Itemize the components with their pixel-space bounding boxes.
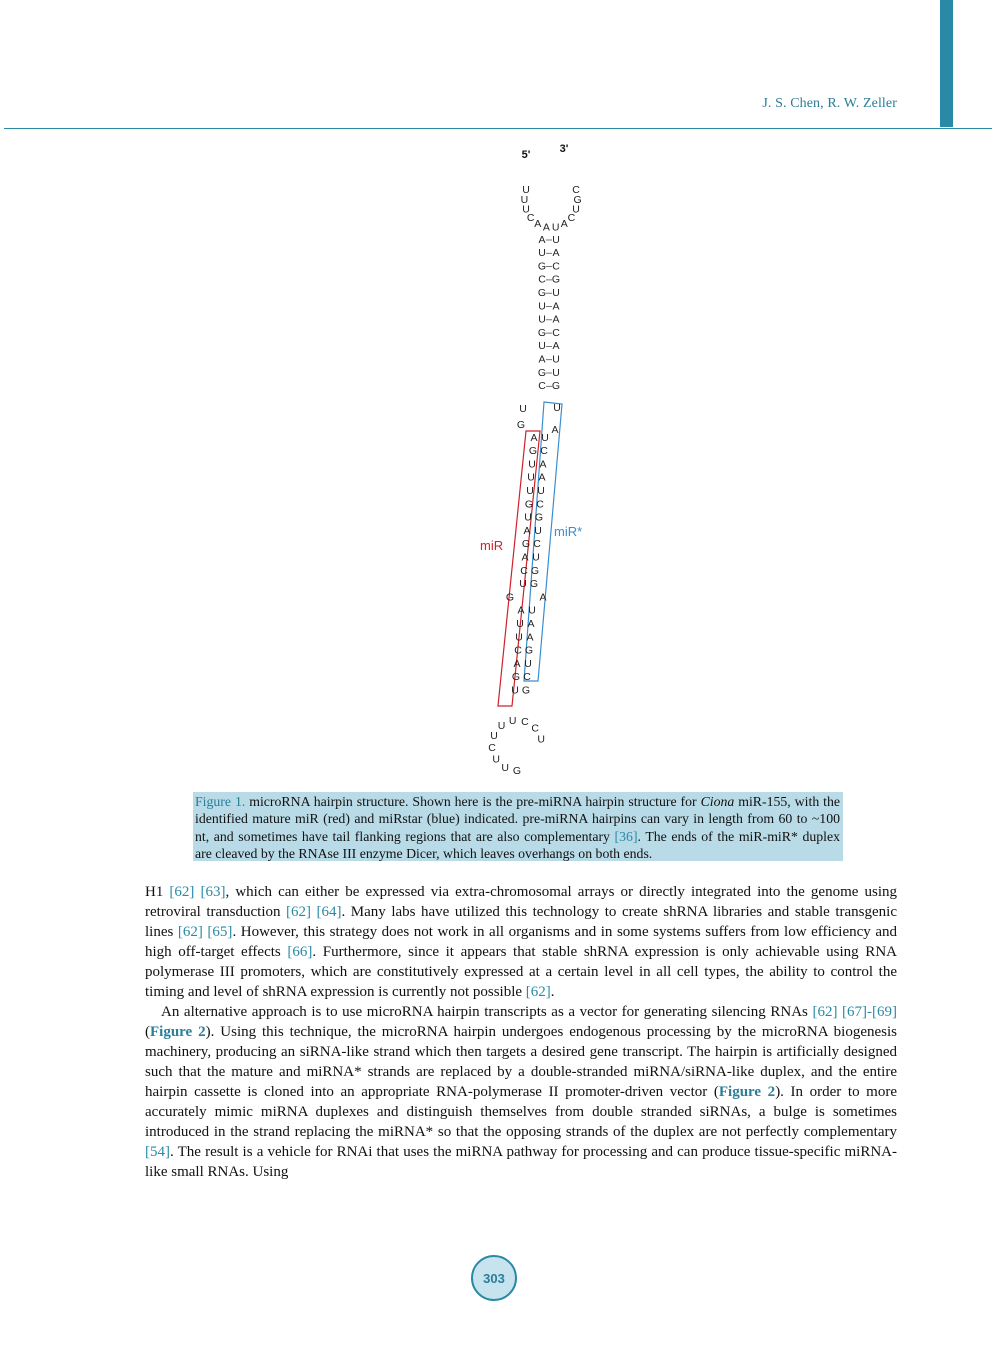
nucleotide-31: U	[552, 353, 560, 366]
text-run: , which can either be expressed via extra-chromosomal arrays or directly integrated into the genome using retroviral transduction	[145, 884, 897, 920]
nucleotide-82: C	[521, 716, 529, 729]
hairpin-diagram	[460, 138, 610, 783]
nucleotide-70: U	[515, 631, 523, 644]
text-run: .	[550, 984, 555, 1000]
nucleotide-68: U	[516, 617, 524, 630]
nucleotide-8: C	[567, 211, 576, 224]
nucleotide-34: C	[538, 380, 546, 393]
text-run: ). Using this technique, the microRNA hairpin undergoes endogenous processing by the microRNA biogenesis machinery, producing an siRNA-like strand which then targets a desired gene transcript. The hairpin is artificially designed such that the mature and miRNA* strands are replaced by a double-stranded miRNA/siRNA-like duplex, and the entire hairpin cassette is cloned into an appropriate RNA-polymerase II promoter-driven vector (	[145, 1024, 897, 1100]
nucleotide-28: U	[538, 340, 546, 353]
text-run: (	[145, 1024, 150, 1040]
nucleotide-89: G	[512, 764, 522, 777]
nucleotide-27: C	[552, 326, 560, 339]
nucleotide-18: C	[538, 273, 546, 286]
citation-link[interactable]: [54]	[145, 1144, 170, 1160]
figure-1-hairpin	[460, 138, 610, 783]
nucleotide-25: A	[552, 313, 560, 326]
citation-link[interactable]: [62] [64]	[286, 904, 342, 920]
nucleotide-56: G	[521, 538, 531, 551]
citation-link[interactable]: [62] [65]	[177, 924, 233, 940]
nucleotide-60: C	[520, 564, 528, 577]
nucleotide-80: U	[537, 733, 545, 746]
nucleotide-39: A	[551, 423, 559, 436]
nucleotide-88: U	[501, 761, 509, 774]
nucleotide-81: C	[531, 722, 539, 735]
nucleotide-26: G	[537, 326, 547, 339]
nucleotide-42: G	[528, 445, 538, 458]
three-prime-label: 3'	[559, 143, 569, 155]
header-rule	[4, 128, 992, 129]
nucleotide-45: A	[539, 458, 547, 471]
nucleotide-20: G	[537, 286, 547, 299]
nucleotide-73: G	[524, 644, 534, 657]
nucleotide-48: U	[526, 484, 534, 497]
nucleotide-75: U	[524, 657, 532, 670]
nucleotide-74: A	[513, 657, 521, 670]
nucleotide-71: A	[526, 631, 534, 644]
nucleotide-4: A	[534, 218, 542, 231]
nucleotide-9: U	[572, 203, 580, 216]
nucleotide-55: U	[534, 524, 542, 537]
nucleotide-66: A	[517, 604, 525, 617]
caption-text-3: . The ends of the miR-miR* duplex are cleaved by the RNAse III enzyme Dicer, which leaves overhangs on both ends.	[195, 828, 841, 862]
nucleotide-13: U	[552, 233, 560, 246]
caption-label: Figure 1.	[195, 794, 246, 809]
nucleotide-14: U	[538, 247, 546, 260]
nucleotide-12: A	[538, 233, 546, 246]
nucleotide-44: U	[528, 458, 536, 471]
running-header-authors: J. S. Chen, R. W. Zeller	[762, 96, 897, 111]
nucleotide-38: U	[553, 401, 561, 414]
figure-link[interactable]: Figure 2	[150, 1024, 206, 1040]
nucleotide-79: G	[521, 684, 531, 697]
nucleotide-62: U	[519, 578, 527, 591]
nucleotide-51: C	[536, 498, 544, 511]
nucleotide-33: U	[552, 366, 560, 379]
nucleotide-47: A	[538, 471, 546, 484]
citation-link[interactable]: [36]	[614, 828, 638, 844]
nucleotide-54: A	[523, 524, 531, 537]
nucleotide-49: U	[537, 484, 545, 497]
nucleotide-29: A	[552, 340, 560, 353]
five-prime-label: 5'	[521, 149, 531, 161]
citation-link[interactable]: [66]	[287, 944, 313, 960]
nucleotide-85: U	[490, 729, 498, 742]
nucleotide-5: A	[542, 221, 550, 234]
nucleotide-57: C	[533, 538, 541, 551]
nucleotide-30: A	[538, 353, 546, 366]
nucleotide-76: G	[511, 671, 521, 684]
nucleotide-52: U	[524, 511, 532, 524]
nucleotide-35: G	[551, 380, 561, 393]
citation-link[interactable]: [62] [63]	[169, 884, 226, 900]
nucleotide-46: U	[527, 471, 535, 484]
paragraph-1	[145, 882, 897, 1002]
nucleotide-24: U	[538, 313, 546, 326]
nucleotide-19: G	[551, 273, 561, 286]
nucleotide-61: G	[530, 564, 540, 577]
nucleotide-15: A	[552, 247, 560, 260]
nucleotide-41: U	[541, 431, 549, 444]
nucleotide-10: G	[573, 193, 582, 206]
mirstar-label: miR*	[554, 524, 583, 539]
nucleotide-17: C	[552, 260, 560, 273]
journal-side-bar	[940, 0, 953, 127]
text-run: . The result is a vehicle for RNAi that uses the miRNA pathway for processing and can produce tissue-specific miRNA-like small RNAs. Using	[145, 1144, 897, 1180]
nucleotide-40: A	[530, 431, 538, 444]
nucleotide-21: U	[552, 286, 560, 299]
text-run: . Many labs have utilized this technology to create shRNA libraries and stable transgenic lines	[145, 904, 897, 940]
nucleotide-53: G	[534, 511, 544, 524]
figure-link[interactable]: Figure 2	[718, 1084, 776, 1100]
nucleotide-32: G	[537, 366, 547, 379]
nucleotide-86: C	[488, 741, 496, 754]
nucleotide-84: U	[497, 720, 506, 733]
nucleotide-87: U	[492, 753, 500, 766]
text-run: ). In order to more accurately mimic miRNA duplexes and distinguish themselves from double stranded siRNAs, a bulge is sometimes introduced in the strand replacing the miRNA* so that the opposing strands of the duplex are not perfectly complementary	[145, 1084, 897, 1140]
nucleotide-2: U	[522, 203, 530, 216]
nucleotide-23: A	[552, 300, 560, 313]
nucleotide-43: C	[540, 445, 548, 458]
nucleotide-58: A	[521, 551, 529, 564]
nucleotide-83: U	[508, 715, 517, 728]
text-run: H1	[145, 884, 170, 900]
caption-species: Ciona	[700, 794, 735, 809]
mir-label: miR	[480, 538, 504, 553]
citation-link[interactable]: [62]	[525, 984, 551, 1000]
nucleotide-59: U	[532, 551, 540, 564]
nucleotide-77: C	[523, 671, 531, 684]
caption-text: microRNA hairpin structure. Shown here is the pre-miRNA hairpin structure for	[245, 794, 701, 809]
text-run: . Furthermore, since it appears that stable shRNA expression is only achievable using RNA polymerase III promoters, which are constitutively expressed at a certain level in all cell types, the ability to control the timing and level of shRNA expression is currently not possible	[145, 944, 897, 1000]
nucleotide-78: U	[511, 684, 519, 697]
nucleotide-50: G	[524, 498, 534, 511]
caption-text-2: miR-155, with the identified mature miR (red) and miRstar (blue) indicated. pre-miRNA hairpins can vary in length from 60 to ~100 nt, and sometimes have tail flanking regions that are also complementary	[195, 794, 841, 844]
nucleotide-36: U	[519, 402, 527, 415]
nucleotide-65: A	[539, 591, 547, 604]
page-number: 303	[471, 1255, 517, 1301]
body-text	[145, 882, 897, 1182]
paragraph-2	[145, 1002, 897, 1182]
nucleotide-64: G	[505, 591, 515, 604]
nucleotide-69: A	[527, 617, 535, 630]
nucleotide-22: U	[538, 300, 546, 313]
nucleotide-7: A	[560, 218, 568, 231]
citation-link[interactable]: [62] [67]-[69]	[812, 1004, 897, 1020]
text-run: An alternative approach is to use microRNA hairpin transcripts as a vector for generating silencing RNAs	[161, 1004, 813, 1020]
nucleotide-6: U	[551, 221, 560, 234]
nucleotide-37: G	[516, 418, 526, 431]
nucleotide-3: C	[526, 211, 535, 224]
nucleotide-11: C	[572, 184, 580, 197]
nucleotide-16: G	[537, 260, 547, 273]
text-run: . However, this strategy does not work in all organisms and in some systems suffers from low efficiency and high off-target effects	[145, 924, 897, 960]
nucleotide-72: C	[514, 644, 522, 657]
nucleotide-0: U	[522, 184, 530, 197]
figure-caption	[193, 792, 843, 861]
nucleotide-63: G	[529, 578, 539, 591]
nucleotide-67: U	[528, 604, 536, 617]
nucleotide-1: U	[520, 193, 529, 206]
